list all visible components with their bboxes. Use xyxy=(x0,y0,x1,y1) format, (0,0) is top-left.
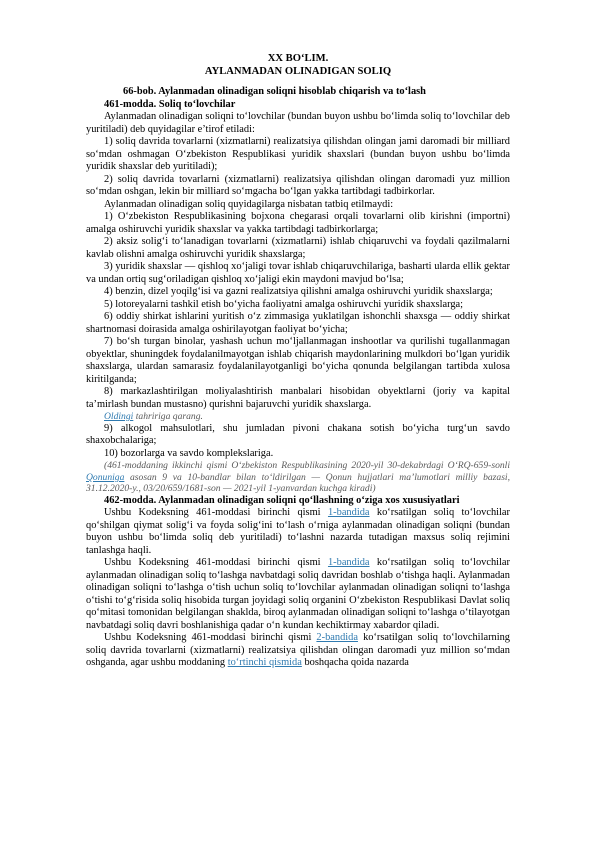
clause-link-1[interactable]: 1-bandida xyxy=(327,507,370,519)
exclusion-item-6: 6) oddiy shirkat ishlarini yuritish o‘z zimmasiga yuklatilgan ishonchli shaxsga — oddiy shirkat shartnomasi doirasida amalga oshirilayotgan faoliyat bo‘yicha; xyxy=(86,311,510,335)
article-462-paragraph-2 xyxy=(86,557,510,632)
p1-text-a: Ushbu Kodeksning 461-moddasi birinchi qismi xyxy=(104,507,328,519)
previous-edition-note xyxy=(86,411,510,423)
part-four-link[interactable]: to‘rtinchi qismida xyxy=(227,657,302,669)
amendment-note-text-b: asosan 9 va 10-bandlar bilan to‘ldirilgan — Qonun hujjatlari ma’lumotlari milliy bazasi, 31.12.2020-y., 03/20/659/1681-son — 2021-yil 1-yanvardan kuchga kiradi) xyxy=(86,471,510,495)
article-462-paragraph-1 xyxy=(86,507,510,557)
article-461-item-1: 1) soliq davrida tovarlarni (xizmatlarni) realizatsiya qilishdan olingan jami daromadi bir milliard so‘mdan oshmagan O‘zbekiston Respublikasi yuridik shaxslari (bundan buyon ushbu bo‘limda yuridik shaxslar deb yuritiladi); xyxy=(86,136,510,172)
exclusion-item-2: 2) aksiz solig‘i to‘lanadigan tovarlarni (xizmatlarni) ishlab chiqaruvchi va foydali qazilmalarni kavlab olishni amalga oshiruvchi yuridik shaxslarga; xyxy=(86,236,510,260)
p3-text-b: ko‘rsatilgan soliq to‘lovchilarning soliq davrida tovarlarni (xizmatlarni) realizatsiya qilishdan olingan daromadi yuz million so‘mdan oshganda, agar ushbu moddaning xyxy=(86,632,511,669)
p2-text-a: Ushbu Kodeksning 461-moddasi birinchi qismi xyxy=(104,557,328,569)
p1-text-b: ko‘rsatilgan soliq to‘lovchilar qo‘shilgan qiymat solig‘i va foyda solig‘ini to‘lash o‘rniga aylanmadan olinadigan soliqni (bundan buyon ushbu bo‘limda soliq deb yuritiladi) to‘lashni nazarda tutadigan maxsus soliq rejimini tanlashga haqli. xyxy=(86,507,511,556)
p3-text-a: Ushbu Kodeksning 461-moddasi birinchi qismi xyxy=(104,632,317,644)
section-title: AYLANMADAN OLINADIGAN SOLIQ xyxy=(204,66,392,77)
article-461-intro: Aylanmadan olinadigan soliqni to‘lovchilar (bundan buyon ushbu bo‘limda soliq to‘lovchilar deb yuritiladi) deb quyidagilar e’tirof etiladi: xyxy=(86,111,510,135)
article-461-item-2: 2) soliq davrida tovarlarni (xizmatlarni) realizatsiya qilishdan olingan daromadi yuz million so‘mdan oshgan, lekin bir milliard so‘mgacha bo‘lgan yakka tartibdagi tadbirkorlar. xyxy=(86,173,510,197)
article-462-heading: 462-modda. Aylanmadan olinadigan soliqni qo‘llashning o‘ziga xos xususiyatlari xyxy=(104,494,460,506)
chapter-heading: 66-bob. Aylanmadan olinadigan soliqni hisoblab chiqarish va to‘lash xyxy=(123,86,426,97)
clause-link-3[interactable]: 2-bandida xyxy=(316,632,358,644)
previous-edition-link[interactable]: Oldingi xyxy=(104,411,134,422)
previous-edition-text: tahririga qarang. xyxy=(133,411,203,422)
amendment-note-text-a: (461-moddaning ikkinchi qismi O‘zbekiston Respublikasining 2020-yil 30-dekabrdagi O‘RQ-659-sonli xyxy=(104,460,510,472)
amendment-note xyxy=(86,460,510,495)
law-link[interactable]: Qonuniga xyxy=(86,471,125,483)
exclusion-item-5: 5) lotoreyalarni tashkil etish bo‘yicha faoliyatni amalga oshiruvchi yuridik shaxslarga; xyxy=(104,298,464,310)
article-461-exclusions-intro: Aylanmadan olinadigan soliq quyidagilarga nisbatan tatbiq etilmaydi: xyxy=(104,198,394,210)
exclusion-item-10: 10) bozorlarga va savdo komplekslariga. xyxy=(104,447,274,459)
article-461-heading: 461-modda. Soliq to‘lovchilar xyxy=(104,98,236,110)
section-number: XX BO‘LIM. xyxy=(267,53,329,64)
exclusion-item-7: 7) bo‘sh turgan binolar, yashash uchun mo‘ljallanmagan inshootlar va qurilishi tugallanmagan obyektlar, shuningdek foydalanilmayotgan ishlab chiqarish maydonlarining mulkdori bo‘lgan yuridik shaxslarga, ulardan samarasiz foydalanilayotganligi bo‘yicha qonunda belgilangan tartibda xulosa kiritilganda; xyxy=(86,336,510,385)
clause-link-2[interactable]: 1-bandida xyxy=(327,557,370,569)
document-page xyxy=(86,52,510,670)
exclusion-item-9: 9) alkogol mahsulotlari, shu jumladan pivoni chakana sotish bo‘yicha turg‘un savdo shaxobchalariga; xyxy=(86,422,510,447)
article-462-paragraph-3 xyxy=(86,632,510,670)
p3-text-c: boshqacha qoida nazarda xyxy=(301,657,409,669)
exclusion-item-3: 3) yuridik shaxslar — qishloq xo‘jaligi tovar ishlab chiqaruvchilariga, basharti ularda ellik gektar va undan ortiq sug‘oriladigan qishloq xo‘jaligi ekin maydoni mavjud bo‘lsa; xyxy=(86,261,510,285)
exclusion-item-8: 8) markazlashtirilgan moliyalashtirish manbalari hisobidan obyektlarni (joriy va kapital ta’mirlash bundan mustasno) qurishni bajaruvchi yuridik shaxslarga. xyxy=(86,386,510,410)
p2-text-b: ko‘rsatilgan soliq to‘lovchilar aylanmadan olinadigan soliq to‘lashga navbatdagi soliq davridan boshlab o‘tishga haqli. Aylanmadan olinadigan soliqni to‘lashga o‘tish uchun soliq to‘lovchilar aylanmadan olinadigan soliqni to‘lashga o‘tishi to‘g‘risida soliq hisobida turgan joyidagi soliq organini O‘zbekiston Respublikasi Davlat soliq qo‘mitasi tomonidan belgilangan shaklda, biroq aylanmadan olinadigan soliqni to‘lashga o‘tilayotgan navbatdagi soliq davri boshlanishiga qadar o‘n kundan kechiktirmay xabardor qiladi. xyxy=(86,557,511,631)
exclusion-item-4: 4) benzin, dizel yoqilg‘isi va gazni realizatsiya qilishni amalga oshiruvchi yuridik shaxslarga; xyxy=(104,286,493,297)
exclusion-item-1: 1) O‘zbekiston Respublikasining bojxona chegarasi orqali tovarlarni olib kirishni (importni) amalga oshiruvchi yuridik shaxslar va yakka tartibdagi tadbirkorlarga; xyxy=(86,211,510,235)
